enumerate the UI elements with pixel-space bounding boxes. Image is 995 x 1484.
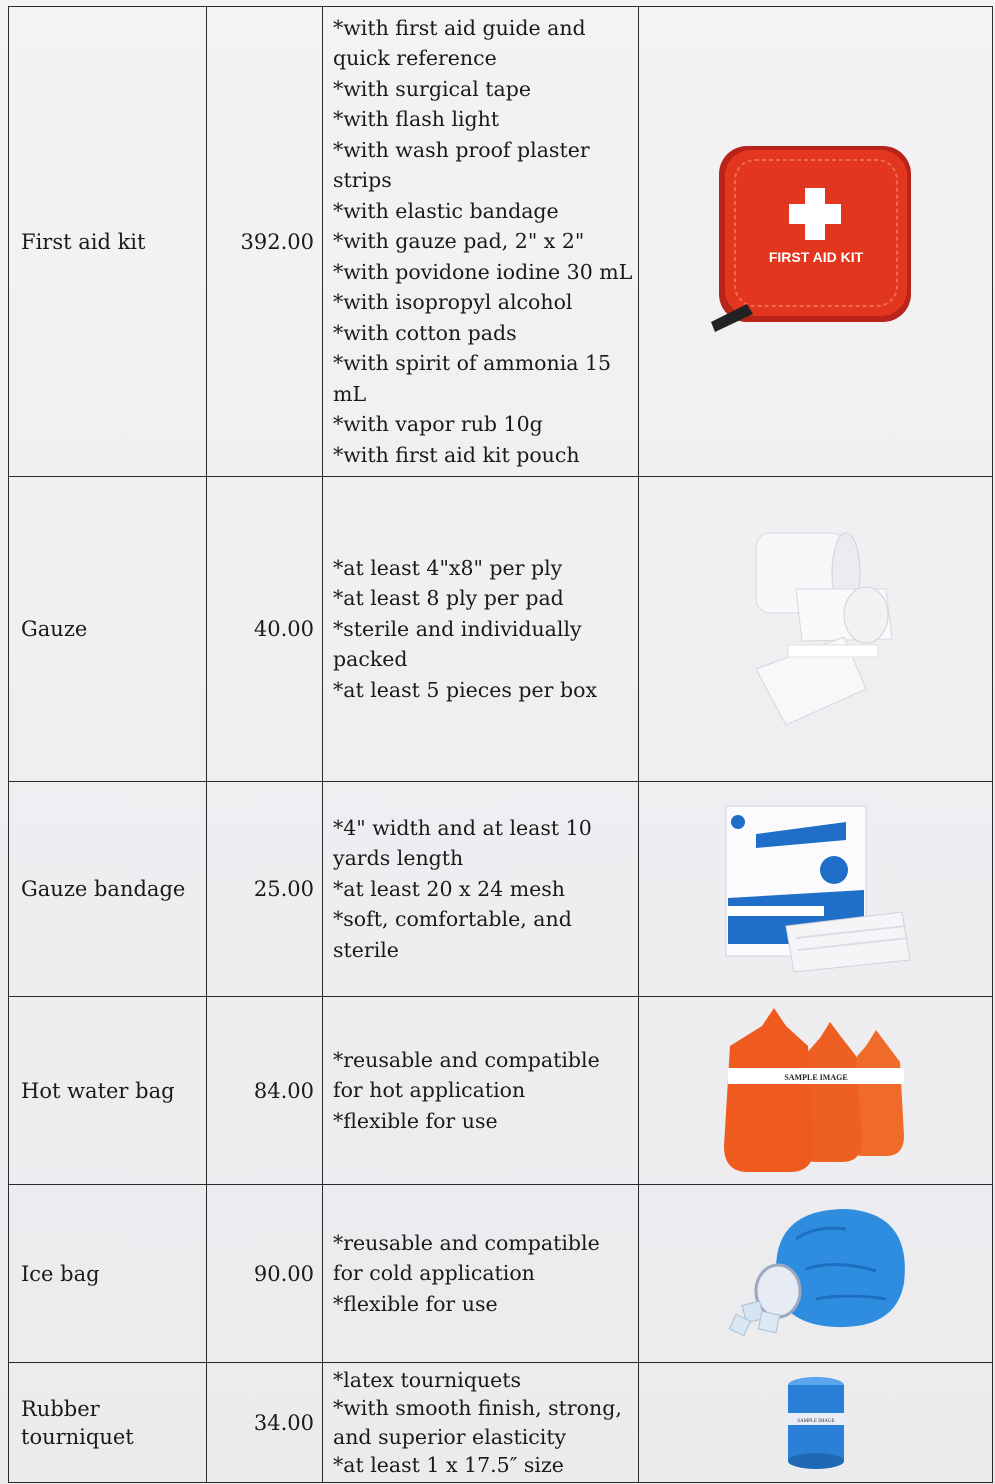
item-name: Hot water bag xyxy=(9,997,207,1185)
item-specs xyxy=(323,477,639,782)
item-image xyxy=(639,7,993,477)
spec-line: *flexible for use xyxy=(333,1108,498,1133)
spec-line: *with surgical tape xyxy=(333,76,532,101)
item-image xyxy=(639,1363,993,1483)
item-price: 25.00 xyxy=(207,782,323,997)
item-price: 40.00 xyxy=(207,477,323,782)
tourniquet-roll-icon xyxy=(776,1373,856,1473)
item-image xyxy=(639,782,993,997)
spec-line: *latex tourniquets xyxy=(333,1367,522,1392)
spec-line: *with first aid kit pouch xyxy=(333,442,580,467)
spec-line: *at least 1 x 17.5″ size xyxy=(333,1453,564,1477)
spec-line: *at least 8 ply per pad xyxy=(333,586,564,611)
spec-line: *at least 4"x8" per ply xyxy=(333,555,563,580)
item-image xyxy=(639,1185,993,1363)
ice-bag-icon xyxy=(716,1199,916,1349)
table-row xyxy=(9,1185,993,1363)
item-image xyxy=(639,997,993,1185)
item-name: First aid kit xyxy=(9,7,207,477)
spec-line: *with flash light xyxy=(333,107,500,132)
spec-line: *with elastic bandage xyxy=(333,198,559,223)
table-row xyxy=(9,997,993,1185)
spec-line: *reusable and compatible for cold application xyxy=(333,1230,600,1286)
item-specs xyxy=(323,1185,639,1363)
spec-line: *with smooth finish, strong, and superior elasticity xyxy=(333,1396,622,1449)
hot-water-bag-icon xyxy=(716,1006,916,1176)
item-price: 392.00 xyxy=(207,7,323,477)
item-image xyxy=(639,477,993,782)
spec-line: *with wash proof plaster strips xyxy=(333,137,590,193)
supplies-table xyxy=(8,6,993,1483)
spec-line: *soft, comfortable, and sterile xyxy=(333,907,572,962)
svg-text:SAMPLE IMAGE: SAMPLE IMAGE xyxy=(783,1072,848,1082)
spec-line: *with first aid guide and quick reference xyxy=(333,15,586,71)
first-aid-kit-icon xyxy=(701,132,931,352)
spec-line: *with cotton pads xyxy=(333,320,517,345)
spec-line: *with gauze pad, 2" x 2" xyxy=(333,229,585,254)
item-name: Gauze bandage xyxy=(9,782,207,997)
item-price: 34.00 xyxy=(207,1363,323,1483)
spec-line: *reusable and compatible for hot application xyxy=(333,1047,600,1103)
spec-line: *4" width and at least 10 yards length xyxy=(333,815,592,871)
spec-line: *with vapor rub 10g xyxy=(333,412,543,437)
item-price: 90.00 xyxy=(207,1185,323,1363)
item-name: Ice bag xyxy=(9,1185,207,1363)
spec-line: *with povidone iodine 30 mL xyxy=(333,259,633,284)
spec-line: *with spirit of ammonia 15 mL xyxy=(333,351,612,406)
item-specs xyxy=(323,782,639,997)
svg-text:SAMPLE IMAGE: SAMPLE IMAGE xyxy=(796,1418,835,1424)
spec-line: *at least 20 x 24 mesh xyxy=(333,876,565,901)
table-row xyxy=(9,1363,993,1483)
table-row xyxy=(9,7,993,477)
item-name: Rubber tourniquet xyxy=(9,1363,207,1483)
item-price: 84.00 xyxy=(207,997,323,1185)
item-name: Gauze xyxy=(9,477,207,782)
gauze-roll-icon xyxy=(716,519,916,739)
item-specs xyxy=(323,7,639,477)
item-specs xyxy=(323,1363,639,1483)
table-row xyxy=(9,477,993,782)
spec-line: *flexible for use xyxy=(333,1291,498,1316)
item-specs xyxy=(323,997,639,1185)
spec-line: *sterile and individually packed xyxy=(333,616,582,672)
table-row xyxy=(9,782,993,997)
gauze-bandage-box-icon xyxy=(716,794,916,984)
spec-line: *at least 5 pieces per box xyxy=(333,677,598,702)
spec-line: *with isopropyl alcohol xyxy=(333,290,573,315)
svg-text:FIRST AID KIT: FIRST AID KIT xyxy=(768,248,863,265)
